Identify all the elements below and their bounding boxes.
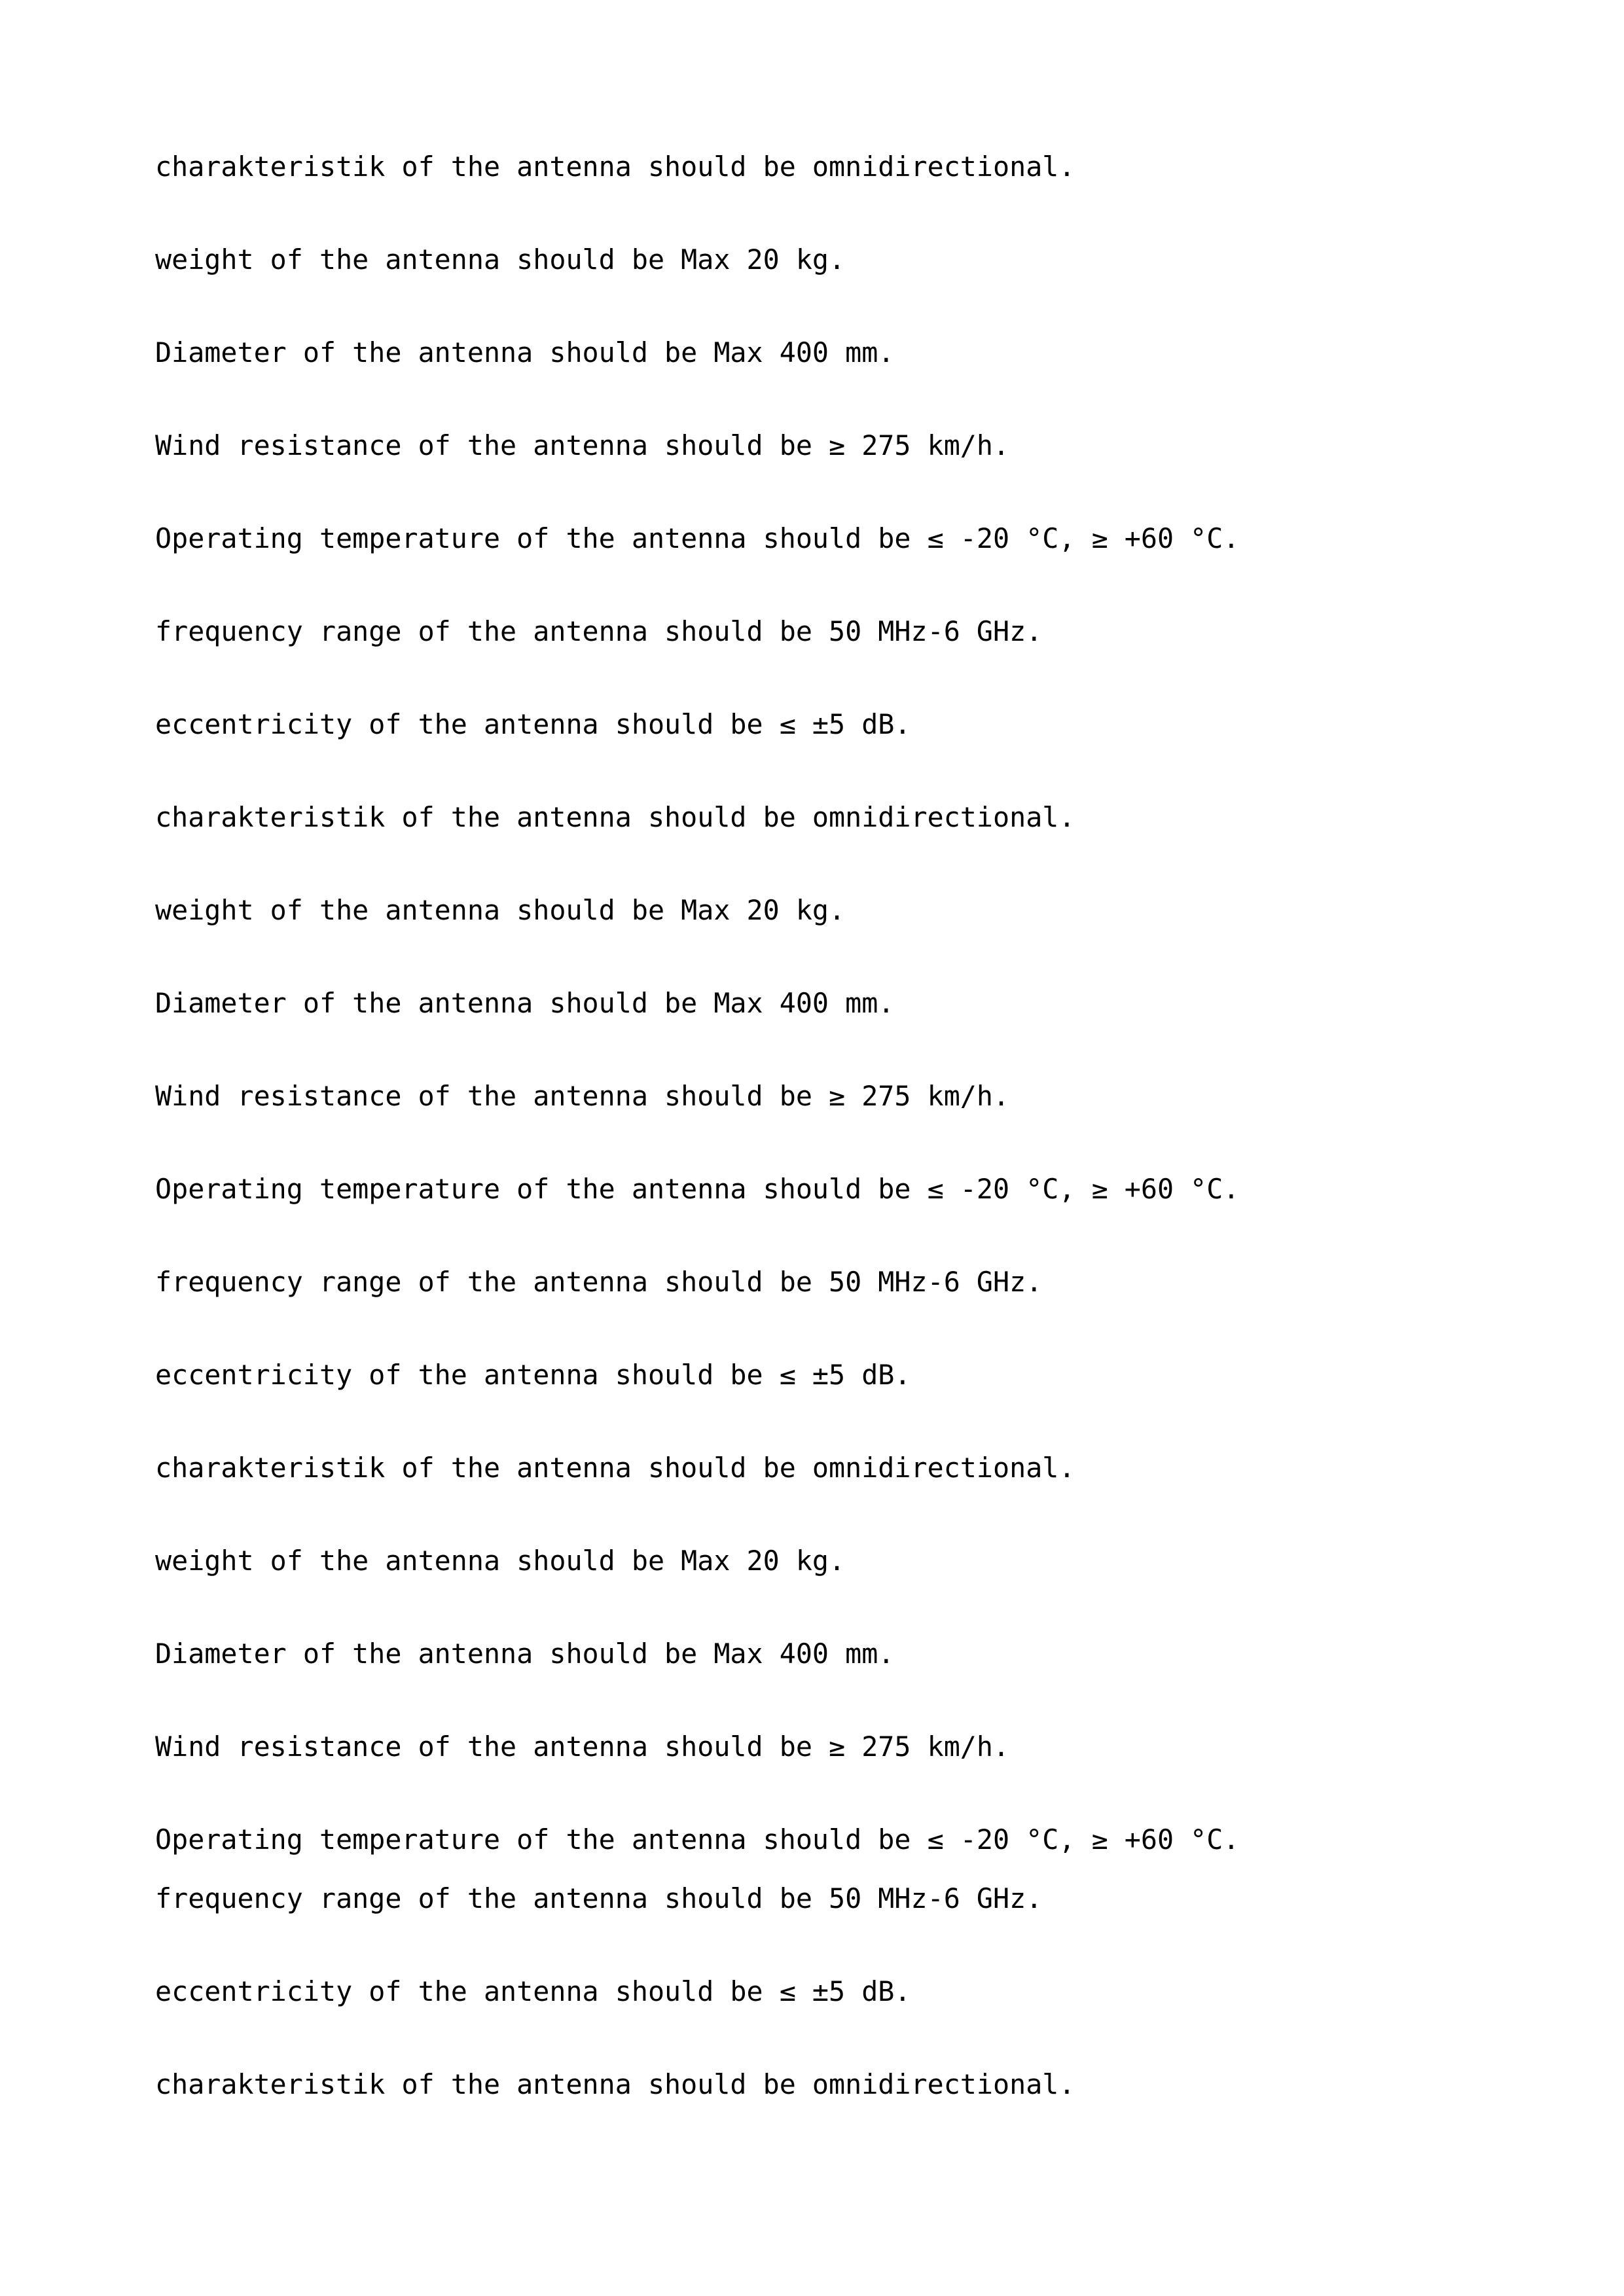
document-line: weight of the antenna should be Max 20 kg. — [155, 1545, 846, 1577]
document-line: frequency range of the antenna should be 50 MHz-6 GHz. — [155, 615, 1043, 647]
document-line: eccentricity of the antenna should be ≤ ±5 dB. — [155, 1359, 911, 1391]
document-line: Operating temperature of the antenna should be ≤ -20 °C, ≥ +60 °C. — [155, 522, 1240, 554]
document-line: eccentricity of the antenna should be ≤ ±5 dB. — [155, 708, 911, 740]
document-line: charakteristik of the antenna should be omnidirectional. — [155, 151, 1075, 183]
document-line: Wind resistance of the antenna should be ≥ 275 km/h. — [155, 429, 1010, 461]
document-line: eccentricity of the antenna should be ≤ ±5 dB. — [155, 1975, 911, 2007]
document-line: Wind resistance of the antenna should be ≥ 275 km/h. — [155, 1080, 1010, 1112]
document-line: charakteristik of the antenna should be omnidirectional. — [155, 1452, 1075, 1484]
document-line: frequency range of the antenna should be 50 MHz-6 GHz. — [155, 1882, 1043, 1914]
document-line: weight of the antenna should be Max 20 kg. — [155, 243, 846, 276]
document-line: Diameter of the antenna should be Max 400 mm. — [155, 987, 895, 1019]
document-line: Diameter of the antenna should be Max 400 mm. — [155, 336, 895, 368]
document-line: Operating temperature of the antenna should be ≤ -20 °C, ≥ +60 °C. — [155, 1173, 1240, 1205]
document-line: frequency range of the antenna should be 50 MHz-6 GHz. — [155, 1266, 1043, 1298]
document-line: charakteristik of the antenna should be omnidirectional. — [155, 801, 1075, 833]
document-line: Wind resistance of the antenna should be ≥ 275 km/h. — [155, 1731, 1010, 1763]
document-content — [155, 150, 1624, 2161]
document-line: Diameter of the antenna should be Max 400 mm. — [155, 1638, 895, 1670]
document-line: charakteristik of the antenna should be omnidirectional. — [155, 2068, 1075, 2100]
document-line: weight of the antenna should be Max 20 kg. — [155, 894, 846, 926]
document-line: Operating temperature of the antenna should be ≤ -20 °C, ≥ +60 °C. — [155, 1823, 1240, 1856]
